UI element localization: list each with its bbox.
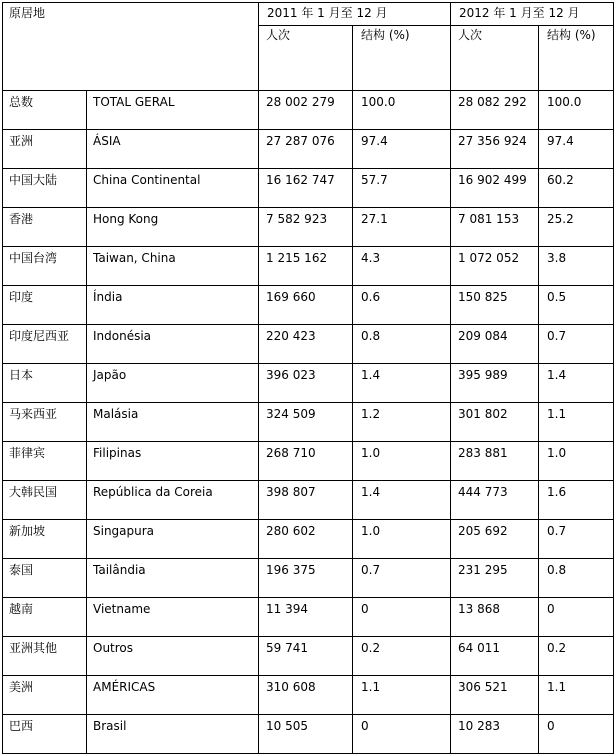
structure-2012-cell: 60.2: [539, 169, 614, 208]
structure-2011-cell: 1.4: [353, 481, 451, 520]
table-row: [3, 91, 614, 130]
structure-2012-cell: 0.2: [539, 637, 614, 676]
visitors-2012-cell: 306 521: [451, 676, 539, 715]
visitors-2011-cell: 398 807: [259, 481, 353, 520]
visitors-2012-cell: 16 902 499: [451, 169, 539, 208]
structure-2012-header: 结构 (%): [539, 26, 614, 91]
structure-2012-cell: 0.8: [539, 559, 614, 598]
origin-pt-cell: República da Coreia: [87, 481, 259, 520]
structure-2012-cell: 1.4: [539, 364, 614, 403]
table-row: [3, 715, 614, 754]
visitors-2012-cell: 283 881: [451, 442, 539, 481]
structure-2012-cell: 0.5: [539, 286, 614, 325]
visitors-2012-cell: 13 868: [451, 598, 539, 637]
visitors-2012-header: 人次: [451, 26, 539, 91]
structure-2012-cell: 1.1: [539, 676, 614, 715]
structure-2011-cell: 57.7: [353, 169, 451, 208]
table-row: [3, 403, 614, 442]
visitors-2012-cell: 28 082 292: [451, 91, 539, 130]
origin-zh-cell: 总数: [3, 91, 87, 130]
visitors-2012-cell: 10 283: [451, 715, 539, 754]
origin-pt-cell: Brasil: [87, 715, 259, 754]
structure-2012-cell: 25.2: [539, 208, 614, 247]
visitors-2012-cell: 64 011: [451, 637, 539, 676]
table-row: [3, 481, 614, 520]
origin-zh-cell: 泰国: [3, 559, 87, 598]
structure-2012-cell: 1.1: [539, 403, 614, 442]
origin-zh-cell: 新加坡: [3, 520, 87, 559]
origin-pt-cell: Filipinas: [87, 442, 259, 481]
origin-zh-cell: 大韩民国: [3, 481, 87, 520]
visitors-2011-cell: 196 375: [259, 559, 353, 598]
visitors-2011-cell: 1 215 162: [259, 247, 353, 286]
origin-pt-cell: Tailândia: [87, 559, 259, 598]
structure-2011-cell: 0.6: [353, 286, 451, 325]
structure-2011-cell: 1.0: [353, 442, 451, 481]
structure-2012-cell: 1.0: [539, 442, 614, 481]
structure-2012-cell: 1.6: [539, 481, 614, 520]
origin-zh-cell: 日本: [3, 364, 87, 403]
structure-2012-cell: 0.7: [539, 325, 614, 364]
visitors-2011-cell: 280 602: [259, 520, 353, 559]
structure-2012-cell: 97.4: [539, 130, 614, 169]
table-row: [3, 598, 614, 637]
table-row: [3, 637, 614, 676]
visitors-2012-cell: 444 773: [451, 481, 539, 520]
table-row: [3, 247, 614, 286]
structure-2011-cell: 0.2: [353, 637, 451, 676]
origin-zh-cell: 巴西: [3, 715, 87, 754]
origin-zh-cell: 美洲: [3, 676, 87, 715]
origin-zh-cell: 亚洲其他: [3, 637, 87, 676]
period-2011-header: 2011 年 1 月至 12 月: [259, 3, 451, 26]
structure-2012-cell: 100.0: [539, 91, 614, 130]
origin-pt-cell: TOTAL GERAL: [87, 91, 259, 130]
period-2012-header: 2012 年 1 月至 12 月: [451, 3, 614, 26]
structure-2011-cell: 1.2: [353, 403, 451, 442]
table-row: [3, 208, 614, 247]
visitors-2012-cell: 205 692: [451, 520, 539, 559]
visitors-2011-cell: 324 509: [259, 403, 353, 442]
table-row: [3, 130, 614, 169]
origin-header: 原居地: [3, 3, 259, 91]
visitors-2011-cell: 28 002 279: [259, 91, 353, 130]
structure-2011-cell: 1.4: [353, 364, 451, 403]
visitors-2012-cell: 7 081 153: [451, 208, 539, 247]
origin-pt-cell: Taiwan, China: [87, 247, 259, 286]
origin-zh-cell: 印度尼西亚: [3, 325, 87, 364]
structure-2011-cell: 1.1: [353, 676, 451, 715]
origin-zh-cell: 亚洲: [3, 130, 87, 169]
visitors-2012-cell: 150 825: [451, 286, 539, 325]
origin-zh-cell: 马来西亚: [3, 403, 87, 442]
origin-pt-cell: ÁSIA: [87, 130, 259, 169]
structure-2011-cell: 4.3: [353, 247, 451, 286]
visitors-2012-cell: 231 295: [451, 559, 539, 598]
structure-2011-cell: 27.1: [353, 208, 451, 247]
origin-pt-cell: Vietname: [87, 598, 259, 637]
origin-zh-cell: 中国大陆: [3, 169, 87, 208]
structure-2011-header: 结构 (%): [353, 26, 451, 91]
origin-pt-cell: Outros: [87, 637, 259, 676]
structure-2011-cell: 100.0: [353, 91, 451, 130]
visitors-2011-cell: 268 710: [259, 442, 353, 481]
visitors-2011-cell: 220 423: [259, 325, 353, 364]
origin-zh-cell: 印度: [3, 286, 87, 325]
structure-2012-cell: 3.8: [539, 247, 614, 286]
visitors-2012-cell: 1 072 052: [451, 247, 539, 286]
origin-pt-cell: Hong Kong: [87, 208, 259, 247]
visitors-2011-cell: 396 023: [259, 364, 353, 403]
origin-zh-cell: 菲律宾: [3, 442, 87, 481]
visitor-table: [2, 2, 614, 754]
origin-pt-cell: Japão: [87, 364, 259, 403]
visitors-2011-cell: 169 660: [259, 286, 353, 325]
table-row: [3, 364, 614, 403]
structure-2011-cell: 97.4: [353, 130, 451, 169]
structure-2012-cell: 0: [539, 598, 614, 637]
origin-pt-cell: China Continental: [87, 169, 259, 208]
visitors-2011-cell: 59 741: [259, 637, 353, 676]
structure-2011-cell: 1.0: [353, 520, 451, 559]
origin-pt-cell: Malásia: [87, 403, 259, 442]
visitors-2011-cell: 27 287 076: [259, 130, 353, 169]
origin-pt-cell: Indonésia: [87, 325, 259, 364]
visitors-2011-cell: 16 162 747: [259, 169, 353, 208]
origin-pt-cell: Singapura: [87, 520, 259, 559]
origin-zh-cell: 中国台湾: [3, 247, 87, 286]
visitors-2011-cell: 7 582 923: [259, 208, 353, 247]
table-row: [3, 169, 614, 208]
table-row: [3, 286, 614, 325]
structure-2011-cell: 0.8: [353, 325, 451, 364]
visitors-2011-cell: 310 608: [259, 676, 353, 715]
visitors-2011-header: 人次: [259, 26, 353, 91]
origin-zh-cell: 越南: [3, 598, 87, 637]
origin-pt-cell: AMÉRICAS: [87, 676, 259, 715]
structure-2012-cell: 0.7: [539, 520, 614, 559]
origin-zh-cell: 香港: [3, 208, 87, 247]
table-row: [3, 559, 614, 598]
visitors-2012-cell: 395 989: [451, 364, 539, 403]
header-row-period: [3, 3, 614, 26]
origin-pt-cell: Índia: [87, 286, 259, 325]
visitors-2011-cell: 10 505: [259, 715, 353, 754]
table-row: [3, 442, 614, 481]
visitors-2011-cell: 11 394: [259, 598, 353, 637]
visitors-2012-cell: 209 084: [451, 325, 539, 364]
visitors-2012-cell: 27 356 924: [451, 130, 539, 169]
structure-2011-cell: 0: [353, 598, 451, 637]
structure-2012-cell: 0: [539, 715, 614, 754]
structure-2011-cell: 0: [353, 715, 451, 754]
table-row: [3, 520, 614, 559]
table-row: [3, 676, 614, 715]
table-row: [3, 325, 614, 364]
visitors-2012-cell: 301 802: [451, 403, 539, 442]
structure-2011-cell: 0.7: [353, 559, 451, 598]
